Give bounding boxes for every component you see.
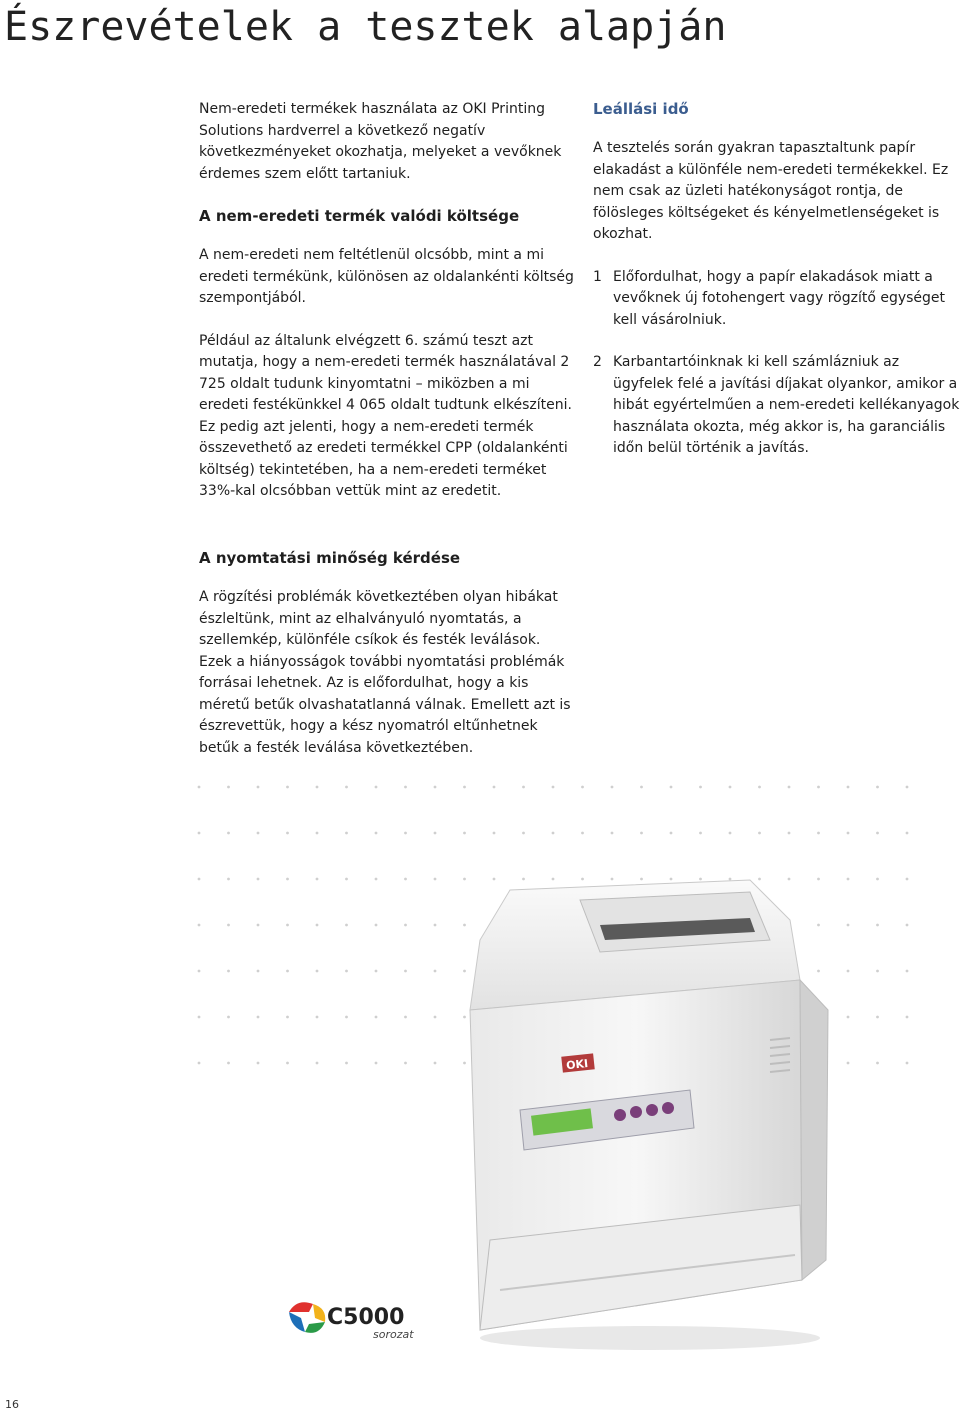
- grid-dot: [257, 786, 260, 789]
- grid-dot: [699, 832, 702, 835]
- grid-dot: [876, 832, 879, 835]
- downtime-paragraph: A tesztelés során gyakran tapasztaltunk papír elakadást a különféle nem-eredeti termékekkel. Ez nem csak az üzleti hatékonyságot rontja, de fölösleges költségeket és kényelmetlenségeket is okozhat.: [593, 140, 949, 242]
- grid-dot: [345, 832, 348, 835]
- grid-dot: [493, 786, 496, 789]
- printer-brand-label: OKI: [565, 1056, 589, 1073]
- page-title: Észrevételek a tesztek alapján: [4, 4, 727, 50]
- grid-dot: [434, 924, 437, 927]
- grid-dot: [345, 970, 348, 973]
- grid-dot: [286, 1016, 289, 1019]
- grid-dot: [493, 832, 496, 835]
- grid-dot: [552, 832, 555, 835]
- grid-dot: [906, 1016, 909, 1019]
- grid-dot: [876, 1016, 879, 1019]
- grid-dot: [434, 832, 437, 835]
- grid-dot: [434, 786, 437, 789]
- grid-dot: [286, 786, 289, 789]
- grid-dot: [198, 878, 201, 881]
- grid-dot: [906, 786, 909, 789]
- grid-dot: [286, 924, 289, 927]
- list-item: [593, 267, 960, 332]
- list-item-number: 1: [593, 268, 602, 285]
- grid-dot: [257, 878, 260, 881]
- grid-dot: [522, 786, 525, 789]
- grid-dot: [227, 878, 230, 881]
- grid-dot: [345, 786, 348, 789]
- grid-dot: [847, 832, 850, 835]
- grid-dot: [404, 924, 407, 927]
- grid-dot: [316, 924, 319, 927]
- grid-dot: [375, 924, 378, 927]
- page-number: 16: [5, 1398, 19, 1411]
- grid-dot: [198, 1062, 201, 1065]
- list-item-text: Karbantartóinknak ki kell számlázniuk az ügyfelek felé a javítási díjakat olyankor, amikor a hibát egyértelműen a nem-eredeti kellékanyagok használata okozta, még akkor is, ha garanciális időn belül történik a javítás.: [613, 354, 960, 456]
- grid-dot: [227, 832, 230, 835]
- grid-dot: [729, 832, 732, 835]
- grid-dot: [611, 832, 614, 835]
- grid-dot: [876, 924, 879, 927]
- logo-main-text: C5000: [327, 1305, 405, 1330]
- cost-paragraph-2: Például az általunk elvégzett 6. számú teszt azt mutatja, hogy a nem-eredeti termék használatával 2 725 oldalt tudunk kinyomtatni – miközben a mi eredeti festékünkkel 4 065 oldalt tudtunk elkészíteni. Ez pedig azt jelenti, hogy a nem-eredeti termék összevethető az eredeti termékkel CPP (oldalankénti költség) tekintetében, ha a nem-eredeti terméket 33%-kal olcsóbban vettük mint az eredetit.: [199, 332, 572, 499]
- grid-dot: [345, 924, 348, 927]
- panel-button: [630, 1106, 642, 1118]
- grid-dot: [198, 970, 201, 973]
- grid-dot: [375, 832, 378, 835]
- logo-sub-text: sorozat: [373, 1328, 414, 1341]
- grid-dot: [286, 878, 289, 881]
- grid-dot: [788, 786, 791, 789]
- panel-button: [614, 1109, 626, 1121]
- grid-dot: [257, 1062, 260, 1065]
- cost-heading: A nem-eredeti termék valódi költsége: [199, 207, 520, 225]
- grid-dot: [404, 786, 407, 789]
- grid-dot: [345, 1062, 348, 1065]
- grid-dot: [876, 1062, 879, 1065]
- grid-dot: [876, 878, 879, 881]
- grid-dot: [758, 786, 761, 789]
- grid-dot: [286, 1062, 289, 1065]
- grid-dot: [906, 1062, 909, 1065]
- grid-dot: [906, 924, 909, 927]
- grid-dot: [404, 832, 407, 835]
- quality-section: [199, 548, 574, 780]
- grid-dot: [640, 832, 643, 835]
- grid-dot: [522, 832, 525, 835]
- grid-dot: [227, 1016, 230, 1019]
- grid-dot: [817, 832, 820, 835]
- grid-dot: [611, 786, 614, 789]
- grid-dot: [788, 832, 791, 835]
- grid-dot: [434, 970, 437, 973]
- grid-dot: [316, 832, 319, 835]
- list-item-number: 2: [593, 354, 602, 370]
- grid-dot: [670, 832, 673, 835]
- grid-dot: [640, 786, 643, 789]
- printer-image: [450, 860, 830, 1355]
- grid-dot: [316, 878, 319, 881]
- grid-dot: [906, 878, 909, 881]
- grid-dot: [404, 1062, 407, 1065]
- panel-button: [646, 1104, 658, 1116]
- grid-dot: [198, 832, 201, 835]
- grid-dot: [316, 970, 319, 973]
- grid-dot: [876, 786, 879, 789]
- left-column: [199, 99, 574, 524]
- grid-dot: [581, 832, 584, 835]
- panel-button: [662, 1102, 674, 1114]
- grid-dot: [316, 1016, 319, 1019]
- grid-dot: [463, 786, 466, 789]
- grid-dot: [345, 878, 348, 881]
- grid-dot: [375, 1016, 378, 1019]
- grid-dot: [257, 832, 260, 835]
- grid-dot: [345, 1016, 348, 1019]
- grid-dot: [434, 1016, 437, 1019]
- grid-dot: [375, 1062, 378, 1065]
- quality-heading: A nyomtatási minőség kérdése: [199, 549, 461, 567]
- grid-dot: [729, 786, 732, 789]
- list-item: [593, 352, 960, 460]
- grid-dot: [463, 832, 466, 835]
- c5000-series-logo: [287, 1296, 437, 1342]
- grid-dot: [758, 832, 761, 835]
- grid-dot: [847, 786, 850, 789]
- list-item-text: Előfordulhat, hogy a papír elakadások miatt a vevőknek új fotohengert vagy rögzítő egységet kell vásárolniuk.: [613, 268, 946, 328]
- grid-dot: [404, 970, 407, 973]
- grid-dot: [906, 832, 909, 835]
- downtime-heading: Leállási idő: [593, 100, 689, 118]
- grid-dot: [847, 924, 850, 927]
- grid-dot: [817, 786, 820, 789]
- grid-dot: [257, 924, 260, 927]
- grid-dot: [581, 786, 584, 789]
- grid-dot: [257, 1016, 260, 1019]
- grid-dot: [227, 924, 230, 927]
- grid-dot: [434, 1062, 437, 1065]
- grid-dot: [198, 924, 201, 927]
- grid-dot: [227, 1062, 230, 1065]
- grid-dot: [699, 786, 702, 789]
- grid-dot: [906, 970, 909, 973]
- cost-paragraph-1: A nem-eredeti nem feltétlenül olcsóbb, mint a mi eredeti termékünk, különösen az oldalankénti költség szempontjából.: [199, 247, 574, 306]
- grid-dot: [404, 878, 407, 881]
- grid-dot: [552, 786, 555, 789]
- downtime-list: [593, 267, 960, 460]
- grid-dot: [847, 1062, 850, 1065]
- grid-dot: [286, 832, 289, 835]
- grid-dot: [847, 970, 850, 973]
- color-swirl-icon: [289, 1302, 325, 1333]
- grid-dot: [227, 786, 230, 789]
- grid-dot: [847, 1016, 850, 1019]
- right-column: [593, 99, 960, 481]
- grid-dot: [375, 786, 378, 789]
- intro-paragraph: Nem-eredeti termékek használata az OKI Printing Solutions hardverrel a következő negatív következményeket okozhatja, melyeket a vevőknek érdemes szem előtt tartaniuk.: [199, 101, 562, 182]
- grid-dot: [316, 1062, 319, 1065]
- grid-dot: [286, 970, 289, 973]
- grid-dot: [876, 970, 879, 973]
- grid-dot: [434, 878, 437, 881]
- grid-dot: [847, 878, 850, 881]
- grid-dot: [375, 970, 378, 973]
- grid-dot: [227, 970, 230, 973]
- quality-paragraph: A rögzítési problémák következtében olyan hibákat észleltünk, mint az elhalványuló nyomtatás, a szellemkép, különféle csíkok és festék leválások. Ezek a hiányosságok további nyomtatási problémák forrásai lehetnek. Az is előfordulhat, hogy a kis méretű betűk olvashatatlanná válnak. Emellett azt is észrevettük, hogy a kész nyomatról eltűnhetnek betűk a festék leválása következtében.: [199, 589, 571, 756]
- grid-dot: [316, 786, 319, 789]
- grid-dot: [257, 970, 260, 973]
- grid-dot: [404, 1016, 407, 1019]
- grid-dot: [198, 1016, 201, 1019]
- grid-dot: [375, 878, 378, 881]
- grid-dot: [198, 786, 201, 789]
- grid-dot: [670, 786, 673, 789]
